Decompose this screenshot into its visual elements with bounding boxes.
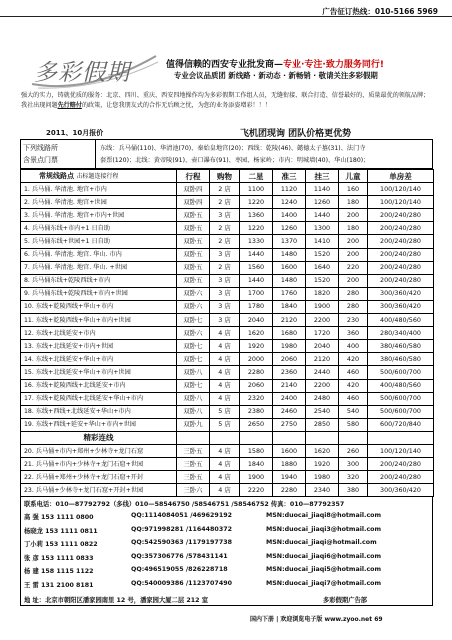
- cell-s3b: 2540: [306, 405, 339, 418]
- cell-shop: 5 店: [210, 418, 240, 431]
- table-row[interactable]: [21, 196, 434, 209]
- cell-shop: 2 店: [210, 183, 240, 196]
- cell-s3b: 1620: [306, 444, 339, 457]
- cell-single: 200/240/280: [368, 222, 434, 235]
- table-row[interactable]: [21, 471, 434, 484]
- table-header-row: [21, 170, 434, 183]
- cell-shop: 2 店: [210, 235, 240, 248]
- cell-s3b: 2850: [306, 418, 339, 431]
- cell-route[interactable]: 10. 东线+乾陵西线+华山+市内: [21, 300, 177, 313]
- cell-s3a: 1260: [273, 222, 306, 235]
- cell-shop: 4 店: [210, 484, 240, 497]
- cell-s2: 1220: [240, 196, 273, 209]
- phone-line: 联系电话：010—87792792（多线）010—58546750 /58546751 /58546752 传真：010—87792357: [24, 501, 345, 508]
- cell-kid: 280: [339, 287, 368, 300]
- cell-kid: 160: [339, 183, 368, 196]
- cell-s3a: 1600: [273, 261, 306, 274]
- contact-name: 丁小莉 153 1111 0822: [24, 541, 98, 549]
- cell-trip: 双卧七: [177, 314, 210, 327]
- cell-shop: 2 店: [210, 261, 240, 274]
- ticket-info-label: 下列线路所 含景点门票: [23, 144, 58, 164]
- cell-s2: 1220: [240, 222, 273, 235]
- cell-shop: 3 店: [210, 287, 240, 300]
- col-header-route[interactable]: 常规线路点 击标题连接行程: [21, 170, 177, 183]
- cell-trip: 三卧六: [177, 484, 210, 497]
- cell-route[interactable]: 17. 东线+乾陵西线+北线延安+华山+市内: [21, 392, 177, 405]
- cell-shop: 4 店: [210, 379, 240, 392]
- cell-s3a: 1370: [273, 235, 306, 248]
- contact-qq: QQ:542590363 /1179197738: [131, 539, 232, 547]
- table-row[interactable]: [21, 274, 434, 287]
- slogan-sub: 专业会议品质团 新线路 · 新动态 · 新畅销 · 敬请关注多彩假期: [174, 71, 378, 80]
- cell-kid: 380: [339, 484, 368, 497]
- table-row[interactable]: [21, 314, 434, 327]
- cell-kid: 200: [339, 248, 368, 261]
- cell-s2: 1360: [240, 209, 273, 222]
- cell-s3b: 1920: [306, 458, 339, 471]
- price-section: [20, 128, 433, 636]
- cell-route[interactable]: 3. 兵马俑. 华清池. 地宫+市内+世园: [21, 209, 177, 222]
- cell-single: 300/360/420: [368, 484, 434, 497]
- cell-kid: 300: [339, 458, 368, 471]
- contact-qq: QQ:540009386 /1123707490: [131, 580, 232, 587]
- cell-trip: 双卧九: [177, 418, 210, 431]
- cell-s3a: 1880: [273, 458, 306, 471]
- cell-trip: 双卧八: [177, 392, 210, 405]
- cell-kid: 460: [339, 392, 368, 405]
- cell-shop: 4 店: [210, 458, 240, 471]
- cell-s3b: 1520: [306, 248, 339, 261]
- cell-kid: 220: [339, 261, 368, 274]
- cell-trip: 双卧五: [177, 261, 210, 274]
- cell-trip: 双卧五: [177, 235, 210, 248]
- cell-s3a: 2750: [273, 418, 306, 431]
- cell-s3b: 2440: [306, 366, 339, 379]
- cell-route[interactable]: 5. 兵马俑东线+世园+1 日自助: [21, 235, 177, 248]
- cell-s2: 1620: [240, 327, 273, 340]
- cell-trip: 双卧六: [177, 300, 210, 313]
- cell-kid: 200: [339, 235, 368, 248]
- logo: 多彩假期: [34, 60, 130, 86]
- cell-s3b: 1520: [306, 274, 339, 287]
- col-header-2star: 二星: [240, 170, 273, 183]
- cell-shop: 5 店: [210, 405, 240, 418]
- cell-route[interactable]: 13. 东线+北线延安+市内+世园: [21, 340, 177, 353]
- cell-s2: 1700: [240, 287, 273, 300]
- cell-s3a: 2460: [273, 405, 306, 418]
- cell-s3a: 2360: [273, 366, 306, 379]
- col-header-3star: 挂三: [306, 170, 339, 183]
- cell-s3a: 2120: [273, 314, 306, 327]
- cell-kid: 280: [339, 300, 368, 313]
- cell-s3a: 1480: [273, 274, 306, 287]
- cell-trip: 双卧七: [177, 353, 210, 366]
- cell-single: 200/240/280: [368, 235, 434, 248]
- cell-shop: 4 店: [210, 366, 240, 379]
- cell-trip: 双卧五: [177, 248, 210, 261]
- ticket-info-text: 东线：兵马俑(110)、华清池(70)、秦始皇地宫(20)；西线：乾陵(46)、懿德太子墓(31)、法门寺 套票(120)；北线：黄帝陵(91)、壶口瀑布(91)、枣园、杨家岭；市内：明城墙(40)、华山(180)；: [100, 145, 370, 164]
- cell-s3a: 1480: [273, 248, 306, 261]
- cell-trip: 双卧八: [177, 366, 210, 379]
- cell-kid: 320: [339, 471, 368, 484]
- cell-s3a: 1760: [273, 287, 306, 300]
- table-row[interactable]: [21, 366, 434, 379]
- intro-text-2: 的政策，让您我朋友式的合作无后顾之忧，为您的业务添姿增彩！！！: [81, 102, 271, 109]
- address: 地 址：北京市朝阳区潘家园南里 12 号，潘家园大厦二层 212 室: [24, 597, 208, 604]
- cell-kid: 580: [339, 418, 368, 431]
- cell-s3b: 2480: [306, 392, 339, 405]
- cell-s2: 1780: [240, 300, 273, 313]
- cell-shop: 4 店: [210, 392, 240, 405]
- cell-s3b: 1980: [306, 471, 339, 484]
- cell-s3b: 1640: [306, 261, 339, 274]
- cell-kid: 540: [339, 405, 368, 418]
- section-row: [21, 431, 434, 444]
- cell-trip: 双卧六: [177, 327, 210, 340]
- col-header-trip: 行程: [177, 170, 210, 183]
- cell-s3a: 2060: [273, 353, 306, 366]
- cell-kid: 260: [339, 444, 368, 457]
- cell-trip: 双卧四: [177, 196, 210, 209]
- cell-trip: 双卧八: [177, 405, 210, 418]
- contact-msn: MSN:duocai_jiaqi@hotmail.com: [266, 539, 377, 547]
- ad-dept: 多彩假期广告部: [323, 597, 368, 604]
- contact-msn: MSN:duocai_jiaqi8@hotmail.com: [266, 512, 382, 519]
- cell-shop: 3 店: [210, 209, 240, 222]
- contact-name: 杨晓龙 153 1111 0811: [24, 527, 98, 535]
- table-row[interactable]: [21, 183, 434, 196]
- cell-route[interactable]: 15. 东线+北线延安+华山+市内+世园: [21, 366, 177, 379]
- cell-route[interactable]: 23. 兵马俑+少林寺+龙门石窟+开封+世园: [21, 484, 177, 497]
- cell-single: 300/360/420: [368, 287, 434, 300]
- cell-s3b: 1140: [306, 183, 339, 196]
- table-row[interactable]: [21, 261, 434, 274]
- cell-trip: 双卧六: [177, 287, 210, 300]
- table-row[interactable]: [21, 405, 434, 418]
- cell-shop: 3 店: [210, 300, 240, 313]
- col-header-single: 单房差: [368, 170, 434, 183]
- intro-paragraph: [21, 91, 435, 111]
- cell-single: 400/480/560: [368, 314, 434, 327]
- cell-s3a: 1600: [273, 444, 306, 457]
- cell-s2: 2220: [240, 484, 273, 497]
- contact-msn: MSN:duocai_jiaqi5@hotmail.com: [266, 566, 382, 574]
- cell-trip: 三卧五: [177, 444, 210, 457]
- cell-s2: 1560: [240, 261, 273, 274]
- cell-s3b: 2120: [306, 353, 339, 366]
- contact-qq: QQ:357306776 /578431141: [131, 552, 228, 560]
- cell-s2: 2000: [240, 353, 273, 366]
- intro-highlight: 先行赔付: [57, 102, 82, 109]
- cell-shop: 4 店: [210, 444, 240, 457]
- contact-qq: QQ:971998281 /1164480372: [131, 525, 232, 533]
- table-row[interactable]: [21, 340, 434, 353]
- col-header-shop: 购物: [210, 170, 240, 183]
- cell-route[interactable]: 4. 兵马俑东线+市内+1 日自助: [21, 222, 177, 235]
- contact-qq: QQ:1114084051 /469629192: [131, 512, 232, 519]
- contact-name: 王 雷 131 2100 8181: [24, 582, 94, 589]
- top-rule: [0, 16, 452, 17]
- cell-route[interactable]: 11. 东线+乾陵西线+华山+市内+世园: [21, 314, 177, 327]
- cell-trip: 双卧四: [177, 183, 210, 196]
- cell-trip: 三卧五: [177, 471, 210, 484]
- cell-s2: 2280: [240, 366, 273, 379]
- table-row[interactable]: [21, 392, 434, 405]
- table-row[interactable]: [21, 458, 434, 471]
- cell-s3a: 1680: [273, 327, 306, 340]
- cell-s2: 1440: [240, 248, 273, 261]
- cell-s3a: 1400: [273, 209, 306, 222]
- table-row[interactable]: [21, 222, 434, 235]
- table-row[interactable]: [21, 300, 434, 313]
- cell-s3a: 2400: [273, 392, 306, 405]
- col-header-quasi3: 准三: [273, 170, 306, 183]
- col-header-child: 儿童: [339, 170, 368, 183]
- cell-kid: 460: [339, 366, 368, 379]
- divider: [95, 140, 96, 168]
- cell-s2: 2380: [240, 405, 273, 418]
- cell-s3b: 2340: [306, 484, 339, 497]
- cell-s3b: 2200: [306, 314, 339, 327]
- cell-route[interactable]: 22. 兵马俑+郑州+少林寺+龙门石窟+开封: [21, 471, 177, 484]
- table-row[interactable]: [21, 418, 434, 431]
- cell-s3b: 1260: [306, 196, 339, 209]
- contact-msn: MSN:duocai_jiaqi6@hotmail.com: [266, 552, 382, 560]
- cell-route[interactable]: 1. 兵马俑. 华清池. 地宫+市内: [21, 183, 177, 196]
- section-label: 精彩连线: [21, 431, 177, 444]
- cell-single: 380/460/580: [368, 353, 434, 366]
- cell-trip: 双卧五: [177, 222, 210, 235]
- cell-route[interactable]: 19. 东线+西线+延安+华山+市内+世园: [21, 418, 177, 431]
- cell-trip: 双卧五: [177, 274, 210, 287]
- cell-s2: 1100: [240, 183, 273, 196]
- cell-s3a: 1240: [273, 196, 306, 209]
- cell-shop: 3 店: [210, 314, 240, 327]
- cell-s2: 1840: [240, 458, 273, 471]
- cell-shop: 4 店: [210, 471, 240, 484]
- cell-shop: 4 店: [210, 340, 240, 353]
- slogan-black: 值得信赖的西安专业批发商—: [166, 60, 284, 70]
- contact-name: 杨 建 158 1115 1122: [24, 568, 94, 576]
- cell-route[interactable]: 6. 兵马俑. 华清池. 地宫. 华山. 市内: [21, 248, 177, 261]
- cell-kid: 360: [339, 327, 368, 340]
- cell-s3b: 1300: [306, 222, 339, 235]
- cell-s2: 1330: [240, 235, 273, 248]
- cell-single: 200/240/280: [368, 458, 434, 471]
- table-row[interactable]: [21, 209, 434, 222]
- cell-s3b: 1440: [306, 209, 339, 222]
- cell-kid: 200: [339, 274, 368, 287]
- cell-route[interactable]: 16. 东线+乾陵西线+北线延安+市内: [21, 379, 177, 392]
- cell-route[interactable]: 12. 东线+北线延安+市内: [21, 327, 177, 340]
- cell-single: 200/240/280: [368, 274, 434, 287]
- cell-s3a: 1120: [273, 183, 306, 196]
- contact-msn: MSN:duocai_jiaqi3@hotmail.com: [266, 525, 382, 533]
- cell-shop: 2 店: [210, 222, 240, 235]
- cell-s2: 2040: [240, 314, 273, 327]
- cell-kid: 400: [339, 340, 368, 353]
- contact-name: 高 强 153 1111 0800: [24, 514, 94, 521]
- cell-single: 280/340/400: [368, 327, 434, 340]
- cell-s3b: 2200: [306, 379, 339, 392]
- quote-title: 飞机团现询 团队价格更优势: [240, 129, 352, 139]
- cell-s3b: 1820: [306, 287, 339, 300]
- cell-s3b: 2040: [306, 340, 339, 353]
- cell-single: 500/600/700: [368, 392, 434, 405]
- contact-name: 张 彦 153 1111 0833: [24, 554, 94, 562]
- cell-single: 100/120/140: [368, 196, 434, 209]
- table-row[interactable]: [21, 287, 434, 300]
- cell-route[interactable]: 20. 兵马俑+市内+郑州+少林寺+龙门石窟: [21, 444, 177, 457]
- table-row[interactable]: [21, 327, 434, 340]
- cell-s3a: 1940: [273, 471, 306, 484]
- cell-kid: 200: [339, 209, 368, 222]
- cell-kid: 420: [339, 379, 368, 392]
- cell-trip: 三卧五: [177, 458, 210, 471]
- cell-s3b: 1410: [306, 235, 339, 248]
- cell-single: 380/460/580: [368, 340, 434, 353]
- quote-date: 2011、10月报价: [46, 129, 104, 137]
- cell-route[interactable]: 8. 兵马俑东线+乾陵西线+市内: [21, 274, 177, 287]
- cell-s2: 1920: [240, 340, 273, 353]
- cell-single: 100/120/140: [368, 183, 434, 196]
- cell-kid: 180: [339, 196, 368, 209]
- cell-shop: 4 店: [210, 353, 240, 366]
- table-row[interactable]: [21, 484, 434, 497]
- cell-s2: 2060: [240, 379, 273, 392]
- cell-single: 200/240/280: [368, 209, 434, 222]
- cell-s3b: 1720: [306, 327, 339, 340]
- cell-kid: 180: [339, 222, 368, 235]
- cell-route[interactable]: 18. 东线+西线+北线延安+华山+市内: [21, 405, 177, 418]
- cell-route[interactable]: 7. 兵马俑. 华清池. 地宫. 华山. +世园: [21, 261, 177, 274]
- slogan-red: 专业·专注·致力服务同行!: [283, 60, 384, 70]
- contact-qq: QQ:496519055 /826228718: [131, 566, 228, 574]
- slogan-main: [166, 57, 384, 70]
- table-row[interactable]: [21, 444, 434, 457]
- cell-single: 200/240/280: [368, 261, 434, 274]
- cell-s3a: 1840: [273, 300, 306, 313]
- cell-kid: 420: [339, 353, 368, 366]
- ticket-info-box: [20, 139, 433, 169]
- cell-route[interactable]: 14. 东线+北线延安+华山+市内: [21, 353, 177, 366]
- cell-single: 500/600/700: [368, 366, 434, 379]
- cell-single: 500/600/700: [368, 405, 434, 418]
- table-row[interactable]: [21, 379, 434, 392]
- cell-route[interactable]: 21. 兵马俑+市内+少林寺+龙门石窟+世园: [21, 458, 177, 471]
- cell-s2: 1580: [240, 444, 273, 457]
- contact-msn: MSN:duocai_jiaqi7@hotmail.com: [266, 580, 382, 587]
- cell-single: 400/480/560: [368, 379, 434, 392]
- cell-s2: 1440: [240, 274, 273, 287]
- ad-hotline: 广告征订热线：010-5166 5969: [322, 7, 438, 16]
- cell-single: 300/360/420: [368, 300, 434, 313]
- contact-box: [20, 496, 433, 606]
- cell-route[interactable]: 9. 兵马俑东线+乾陵西线+市内+世园: [21, 287, 177, 300]
- cell-s3a: 2140: [273, 379, 306, 392]
- cell-shop: 4 店: [210, 327, 240, 340]
- cell-kid: 230: [339, 314, 368, 327]
- cell-trip: 双卧七: [177, 340, 210, 353]
- cell-s2: 2320: [240, 392, 273, 405]
- cell-s2: 2650: [240, 418, 273, 431]
- cell-shop: 2 店: [210, 196, 240, 209]
- footer-text: 国内下册 | 欢迎浏览电子版 www.zyoo.net 69: [250, 616, 383, 623]
- cell-s3a: 2280: [273, 484, 306, 497]
- cell-single: 200/240/280: [368, 248, 434, 261]
- cell-single: 100/120/140: [368, 444, 434, 457]
- table-row[interactable]: [21, 353, 434, 366]
- table-row[interactable]: [21, 235, 434, 248]
- cell-route[interactable]: 2. 兵马俑. 华清池. 地宫+世园: [21, 196, 177, 209]
- cell-shop: 3 店: [210, 274, 240, 287]
- cell-trip: 双卧七: [177, 379, 210, 392]
- cell-s3b: 1900: [306, 300, 339, 313]
- cell-single: 200/240/280: [368, 471, 434, 484]
- cell-s3a: 1980: [273, 340, 306, 353]
- cell-trip: 双卧五: [177, 209, 210, 222]
- table-row[interactable]: [21, 248, 434, 261]
- price-table: [20, 169, 434, 497]
- cell-shop: 3 店: [210, 248, 240, 261]
- cell-single: 600/720/840: [368, 418, 434, 431]
- intro-text-1: 强大的实力，铸就优质的服务：北京、四川、重庆、西安四地操作均为多彩假期工作组人员，无缝衔接、联合打造、信誉最好的，质量最优的领航品牌；我社出现问题: [21, 92, 430, 109]
- cell-s2: 1900: [240, 471, 273, 484]
